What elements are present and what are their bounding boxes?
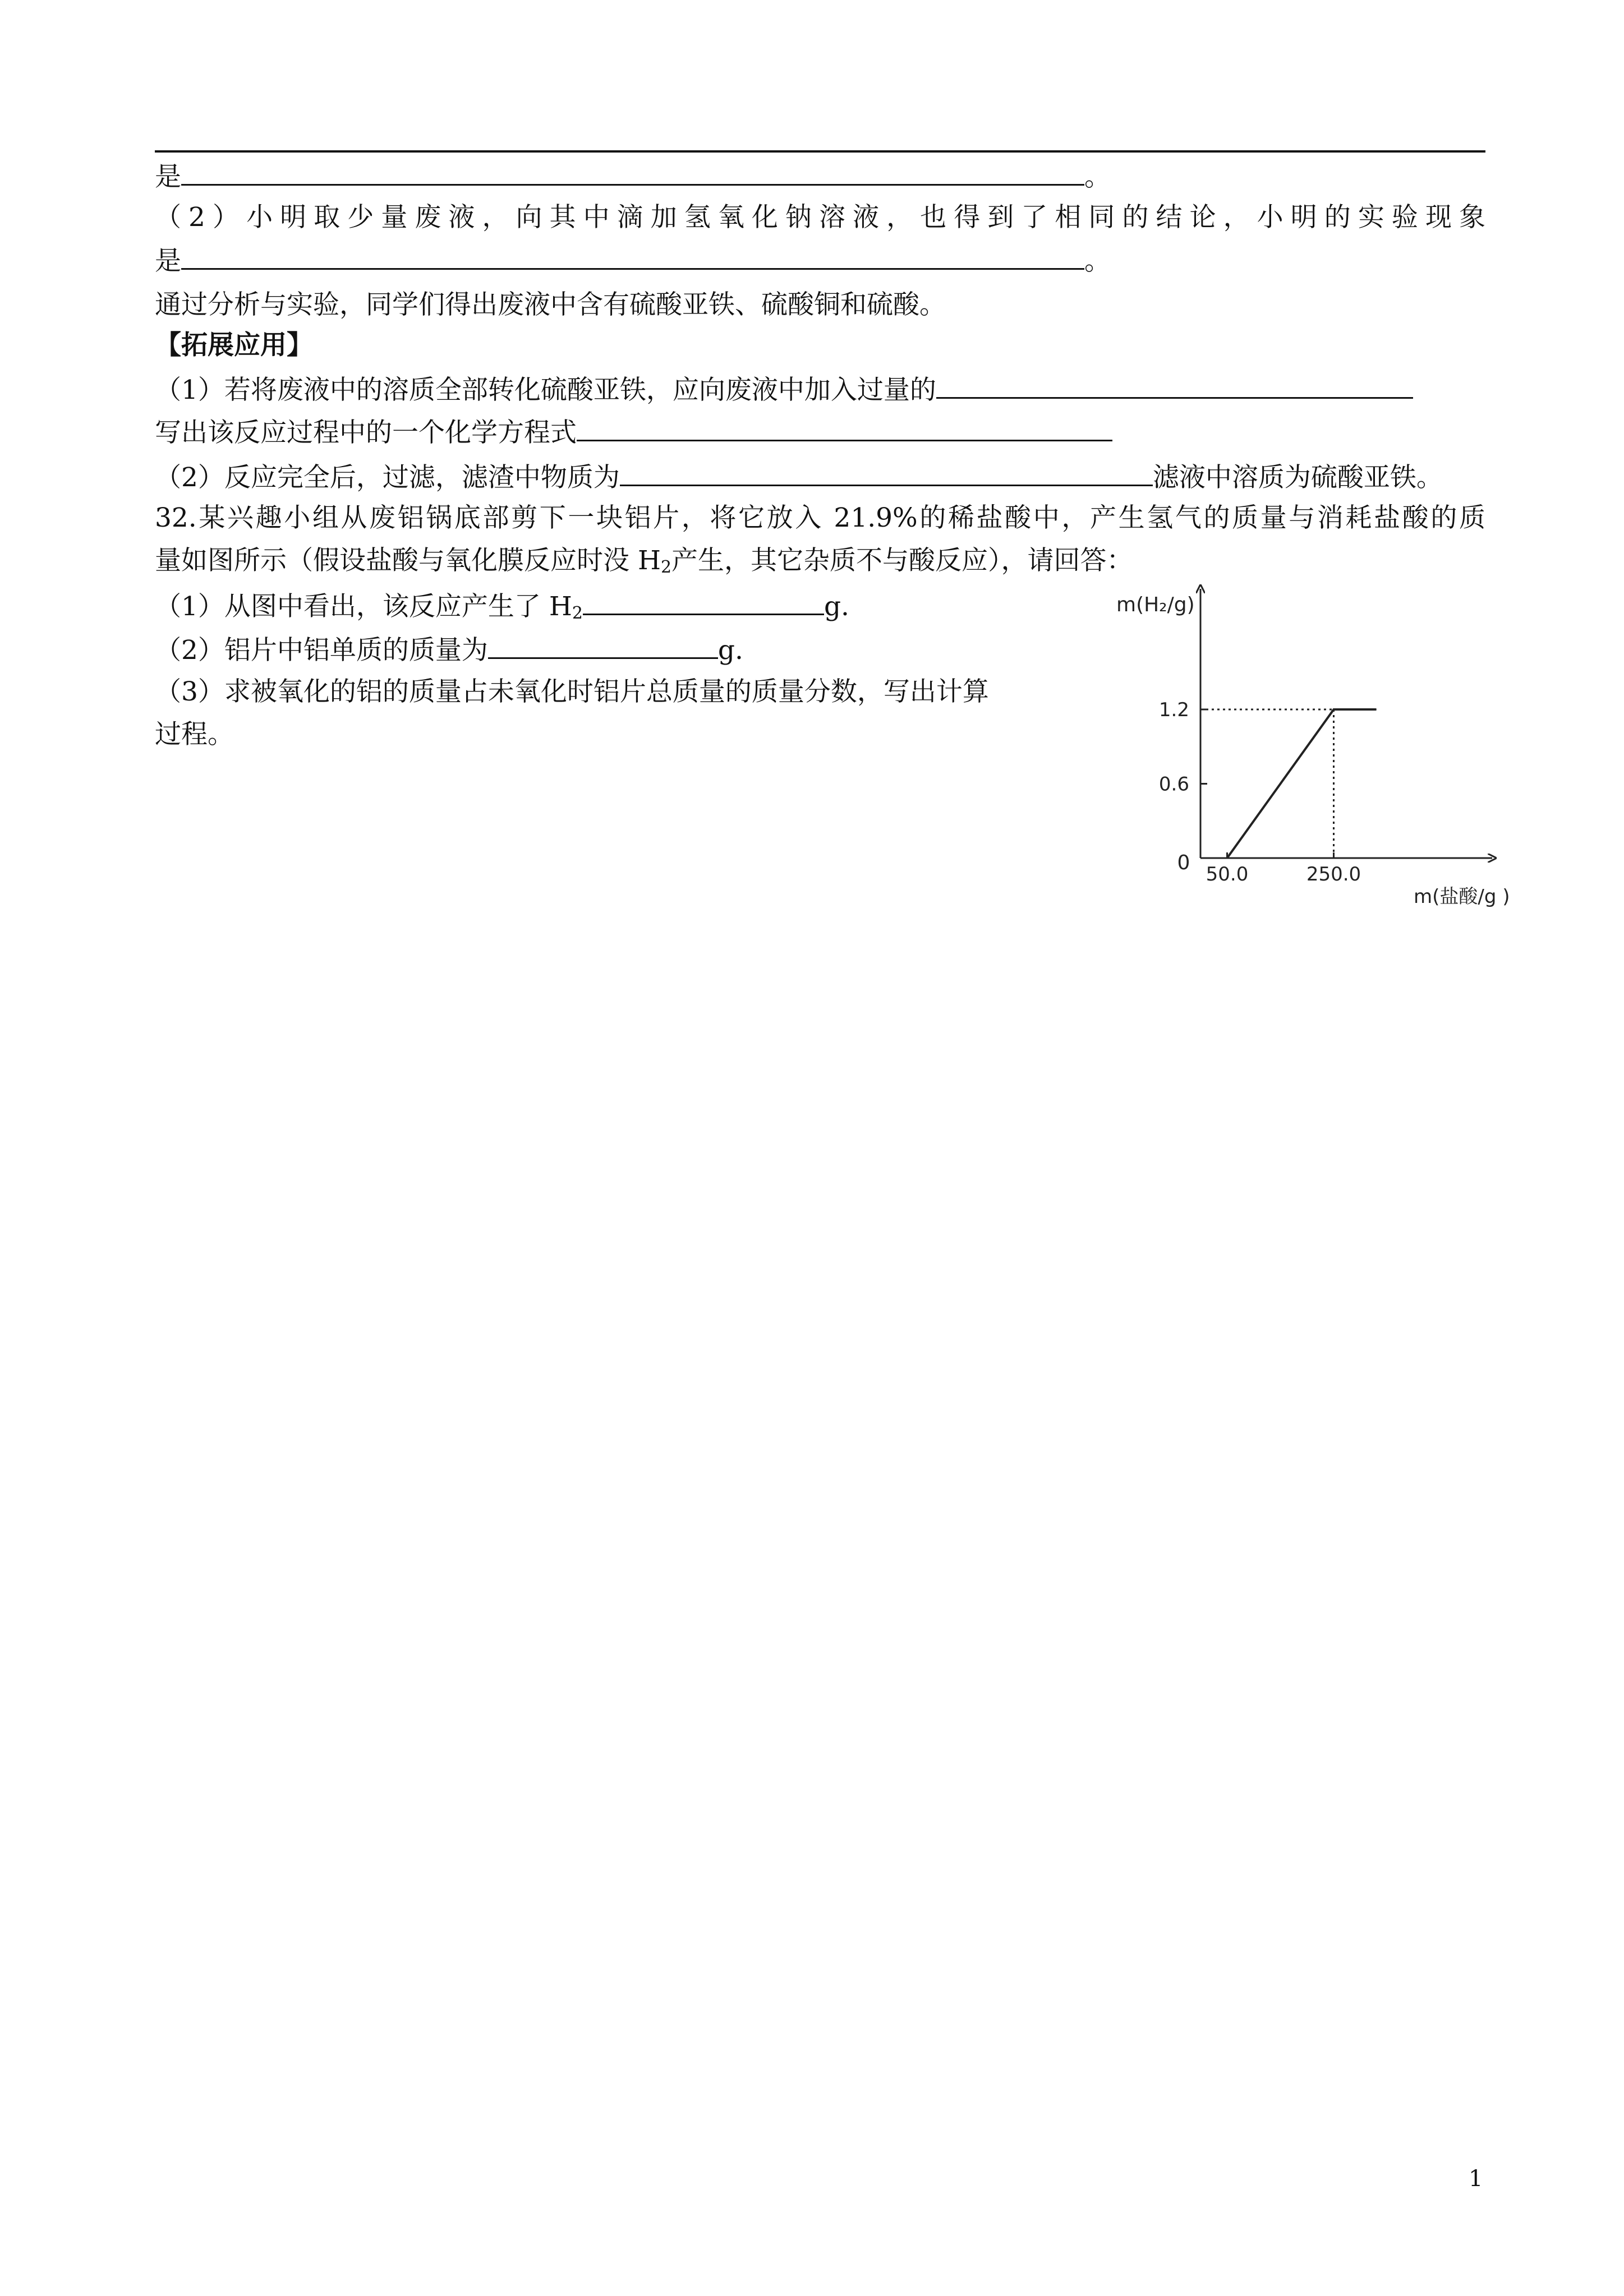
question-32-line-2 — [155, 544, 1133, 584]
fill-blank[interactable] — [577, 414, 1112, 441]
section-heading: 【拓展应用】 — [155, 330, 313, 361]
question-32-part-1 — [155, 588, 849, 630]
equation-line — [155, 414, 1112, 450]
conclusion-text: 通过分析与实验，同学们得出废液中含有硫酸亚铁、硫酸铜和硫酸。 — [155, 289, 946, 320]
question-32-part-2 — [155, 631, 743, 667]
hydrogen-mass-chart — [1099, 578, 1543, 937]
line-suffix: g. — [717, 635, 743, 666]
x-axis-label: m(盐酸/g ) — [1414, 886, 1510, 908]
x-tick-label: 250.0 — [1306, 863, 1361, 886]
fill-blank[interactable] — [583, 588, 824, 615]
line-prefix: 写出该反应过程中的一个化学方程式 — [155, 417, 577, 448]
question-text-line: （2）小明取少量废液，向其中滴加氢氧化钠溶液，也得到了相同的结论，小明的实验现象 — [155, 202, 1485, 233]
origin-label: 0 — [1177, 851, 1190, 874]
series-line — [1227, 709, 1377, 858]
y-tick-label: 0.6 — [1158, 773, 1189, 796]
subscript: 2 — [660, 557, 672, 577]
fill-blank[interactable] — [936, 371, 1413, 399]
fill-blank[interactable] — [181, 242, 1084, 270]
subscript: 2 — [572, 603, 583, 623]
answer-line-2 — [155, 242, 1111, 278]
data-point — [1333, 709, 1334, 710]
line-prefix: （2）铝片中铝单质的质量为 — [155, 635, 488, 666]
line-suffix: g. — [823, 591, 849, 622]
line-prefix: （1）从图中看出，该反应产生了 H — [155, 591, 572, 622]
question-32-part-3-line-2: 过程。 — [155, 719, 234, 750]
application-q2-line — [155, 459, 1443, 495]
page-number: 1 — [1469, 2166, 1483, 2192]
data-point — [1376, 709, 1377, 710]
y-axis-label: m(H₂/g) — [1116, 593, 1195, 616]
line-prefix: 是 — [155, 246, 181, 276]
text-segment: 产生，其它杂质不与酸反应），请回答： — [671, 545, 1133, 576]
fill-blank[interactable] — [181, 158, 1084, 186]
line-suffix: 。 — [1084, 162, 1111, 192]
y-tick-label: 1.2 — [1158, 699, 1189, 721]
fill-blank[interactable] — [488, 631, 718, 659]
answer-line-1 — [155, 158, 1111, 194]
fill-blank[interactable] — [620, 459, 1153, 486]
line-prefix: （1）若将废液中的溶质全部转化硫酸亚铁，应向废液中加入过量的 — [155, 375, 936, 405]
application-q1-line — [155, 371, 1413, 407]
question-32-part-3-line-1: （3）求被氧化的铝的质量占未氧化时铝片总质量的质量分数，写出计算 — [155, 676, 989, 707]
line-prefix: 是 — [155, 162, 181, 192]
line-prefix: （2）反应完全后，过滤，滤渣中物质为 — [155, 462, 620, 493]
question-32-line-1: 32.某兴趣小组从废铝锅底部剪下一块铝片，将它放入 21.9%的稀盐酸中，产生氢气的质量与消耗盐酸的质 — [155, 502, 1485, 533]
line-suffix: 。 — [1084, 246, 1111, 276]
header-rule — [155, 150, 1485, 153]
line-suffix: 滤液中溶质为硫酸亚铁。 — [1152, 462, 1443, 493]
text-segment: 量如图所示（假设盐酸与氧化膜反应时没 H — [155, 545, 661, 576]
x-tick-label: 50.0 — [1206, 863, 1249, 886]
